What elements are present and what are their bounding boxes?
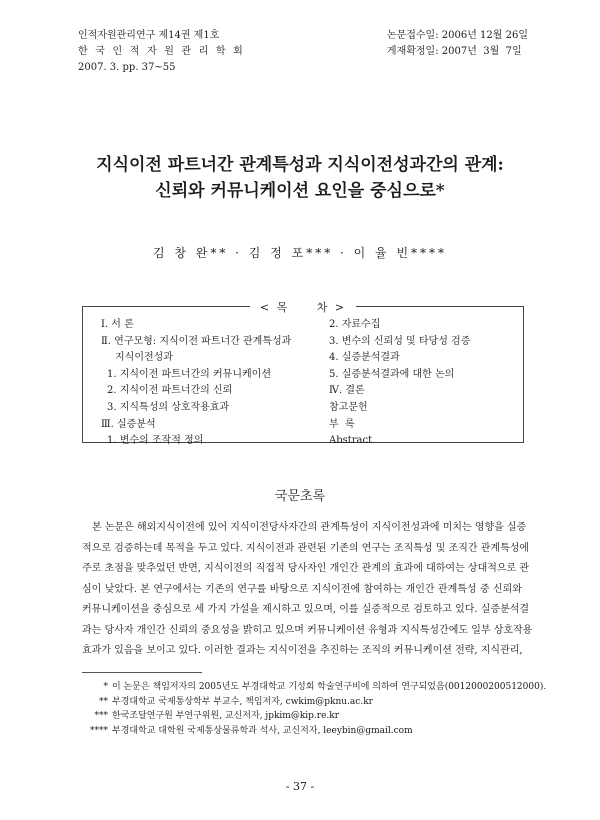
abstract-line: 적으로 검증하는데 목적을 두고 있다. 지식이전과 관련된 기존의 연구는 조직특성 및 조직간 관계특성에 [82,542,530,554]
toc-item: 5. 실증분석결과에 대한 논의 [329,368,455,380]
toc-item: 1. 변수의 조작적 정의 [107,435,204,447]
toc-label: < 목 차 > [250,301,356,314]
toc-item: 3. 지식특성의 상호작용효과 [107,401,230,413]
abstract-heading: 국문초록 [274,489,326,504]
society-name: 한 국 인 적 자 원 관 리 학 회 [78,46,246,57]
footnote [78,709,546,724]
paper-title-line-2: 신뢰와 커뮤니케이션 요인을 중심으로* [155,181,445,201]
footnote-text: 부경대학교 대학원 국제통상물류학과 석사, 교신저자, leeybin@gmail.com [112,725,413,736]
toc-item: Ⅱ. 연구모형: 지식이전 파트너간 관계특성과 [101,335,292,347]
abstract-line: 본 논문은 해외지식이전에 있어 지식이전당사자간의 관계특성이 지식이전성과에 미치는 영향을 실증 [92,522,527,533]
footnote-text: 한국조달연구원 부연구위원, 교신저자, jpkim@kip.re.kr [112,711,340,722]
toc-right-column [329,317,519,450]
toc-item: Abstract [329,435,373,447]
toc-item: Ⅲ. 실증분석 [101,418,156,430]
toc-item: 2. 자료수집 [329,319,381,330]
footnotes [78,680,546,738]
footnote-mark: **** [90,725,108,736]
toc-item: 참고문헌 [329,401,368,413]
issue-info: 2007. 3. pp. 37~55 [78,62,176,73]
toc-item: 4. 실증분석결과 [329,352,400,364]
footnote-mark: ** [99,696,108,707]
abstract-line: 주로 초점을 맞추었던 반면, 지식이전의 직접적 당사자인 개인간 관계의 효과에 대하여는 상대적으로 관 [82,563,530,574]
footnote-divider [82,672,202,673]
received-date: 논문접수일: 2006년 12월 26일 [386,30,528,41]
toc-item: Ⅰ. 서 론 [101,319,134,330]
toc-item: 2. 지식이전 파트너간의 신뢰 [107,385,233,397]
footnote [78,724,546,739]
toc-item: 1. 지식이전 파트너간의 커뮤니케이션 [107,368,271,380]
toc-item: 부 록 [329,418,355,430]
page-number: - 37 - [285,780,315,793]
abstract-line: 과는 당사자 개인간 신뢰의 중요성을 밝히고 있으며 커뮤니케이션 유형과 지식특성간에도 일부 상호작용 [82,624,533,636]
footnote-mark: *** [94,711,108,722]
journal-name: 인적자원관리연구 제14권 제1호 [78,30,220,41]
author-list: 김 창 완** · 김 정 포*** · 이 율 빈**** [152,246,448,260]
journal-header-right [387,28,528,60]
table-of-contents [82,301,524,447]
footnote-text: 부경대학교 국제통상학부 부교수, 책임저자, cwkim@pknu.ac.kr [112,696,373,707]
abstract-line: 효과가 있음을 보이고 있다. 이러한 결과는 지식이전을 추진하는 조직의 커뮤니케이션 전략, 지식관리, [82,645,523,656]
paper-title-line-1: 지식이전 파트너간 관계특성과 지식이전성과간의 관계: [96,155,504,175]
toc-item: Ⅳ. 결론 [329,385,365,397]
abstract-line: 심이 낮았다. 본 연구에서는 기존의 연구를 바탕으로 지식이전에 참여하는 개인간 관계특성 중 신뢰와 [82,583,522,595]
toc-item: 지식이전성과 [115,352,173,364]
abstract-body [82,518,533,662]
toc-item: 3. 변수의 신뢰성 및 타당성 검증 [329,335,471,347]
footnote [78,695,546,710]
footnote [78,680,546,695]
footnote-mark: * [103,682,108,692]
accepted-date: 게재확정일: 2007년 3월 7일 [386,46,522,57]
journal-header-left [78,28,245,76]
abstract-line: 커뮤니케이션을 중심으로 세 가지 가설을 제시하고 있으며, 이를 실증적으로 검토하고 있다. 실증분석결 [82,604,530,615]
toc-left-column [101,317,321,450]
footnote-text: 이 논문은 책임저자의 2005년도 부경대학교 기성회 학술연구비에 의하여 연구되었음(0012000200512000). [112,682,547,692]
